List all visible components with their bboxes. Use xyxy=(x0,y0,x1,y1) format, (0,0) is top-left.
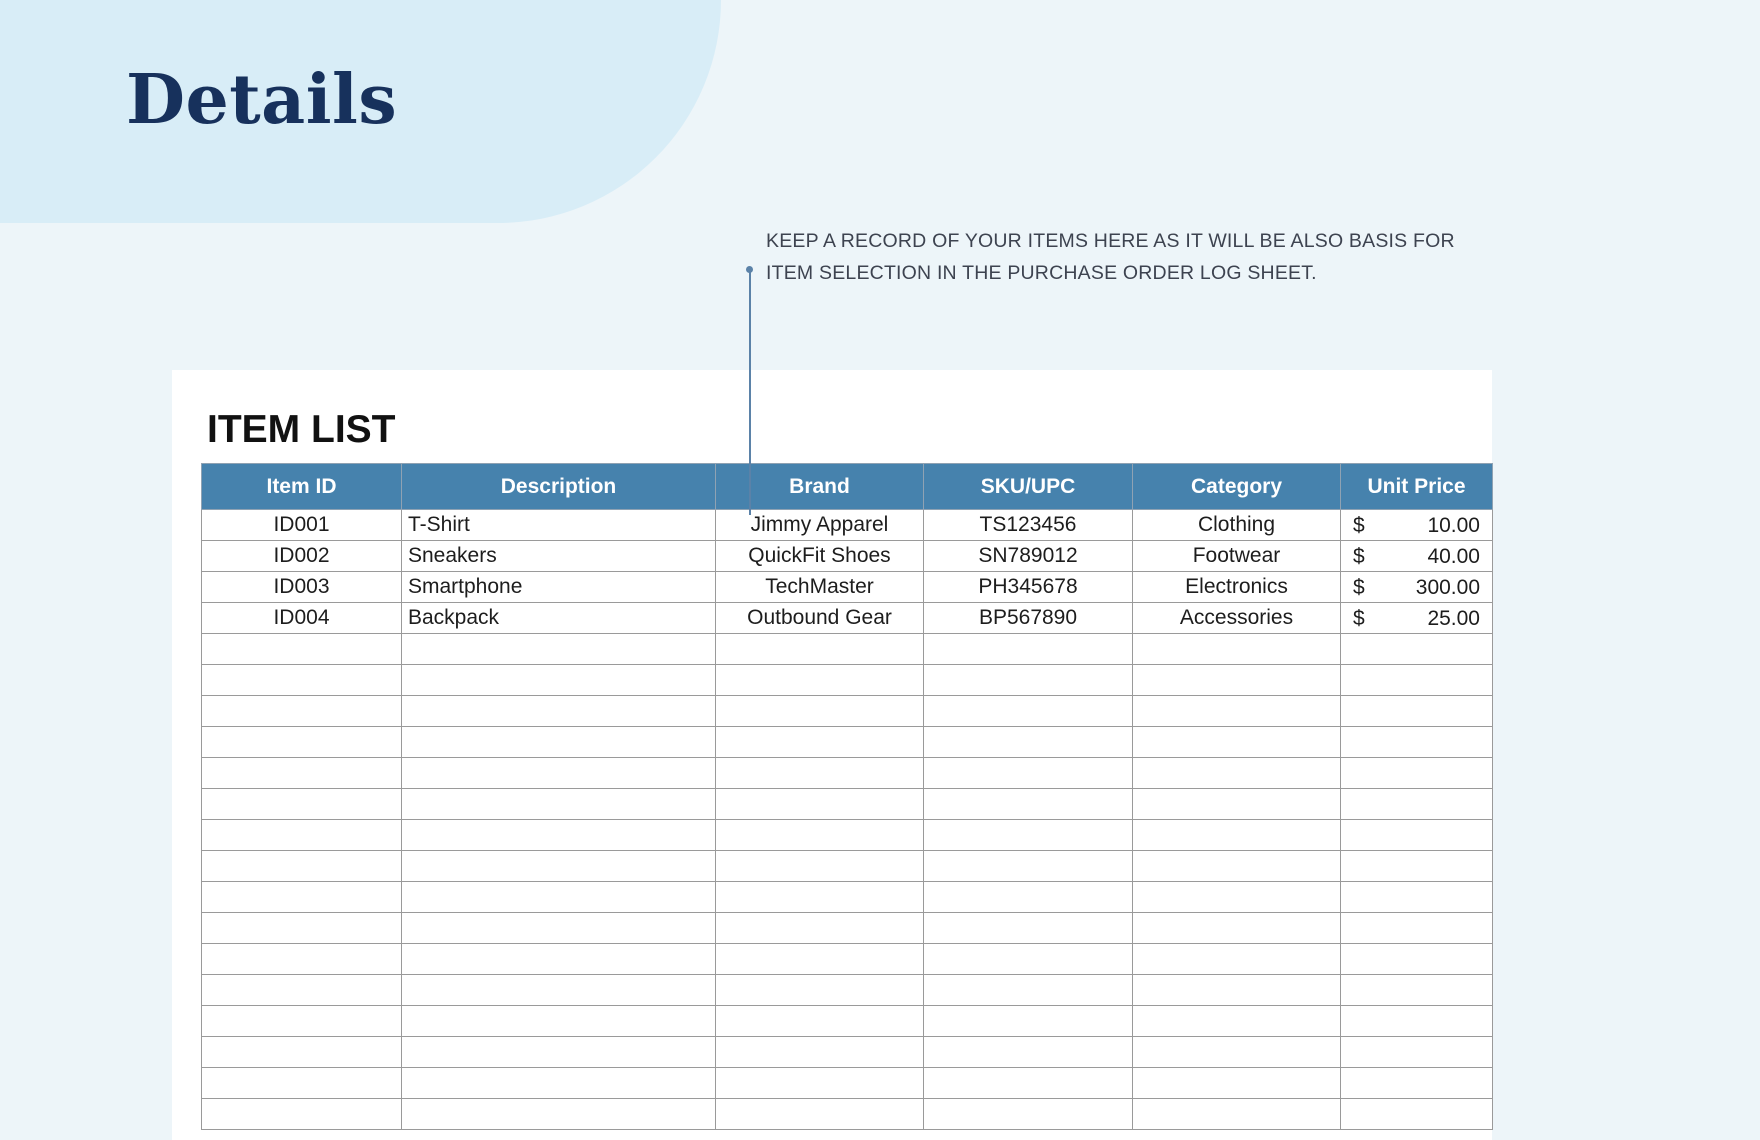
brand-cell[interactable]: Jimmy Apparel xyxy=(716,510,924,541)
category-cell[interactable]: Accessories xyxy=(1133,603,1341,634)
empty-cell[interactable] xyxy=(402,696,716,727)
empty-cell[interactable] xyxy=(924,1099,1133,1130)
empty-cell[interactable] xyxy=(1133,882,1341,913)
item-list-title: ITEM LIST xyxy=(207,408,396,451)
column-header-unit-price[interactable]: Unit Price xyxy=(1341,464,1493,510)
empty-cell[interactable] xyxy=(716,727,924,758)
table-row-empty xyxy=(202,1037,1493,1068)
empty-cell[interactable] xyxy=(202,975,402,1006)
description-cell[interactable]: Smartphone xyxy=(402,572,716,603)
table-row-empty xyxy=(202,851,1493,882)
description-cell[interactable]: T-Shirt xyxy=(402,510,716,541)
empty-cell[interactable] xyxy=(1133,944,1341,975)
item-id-cell[interactable]: ID002 xyxy=(202,541,402,572)
empty-cell[interactable] xyxy=(402,1006,716,1037)
empty-cell[interactable] xyxy=(402,820,716,851)
table-row-empty xyxy=(202,820,1493,851)
category-cell[interactable]: Electronics xyxy=(1133,572,1341,603)
empty-cell[interactable] xyxy=(402,634,716,665)
unit-price-amount: 10.00 xyxy=(1427,514,1480,537)
table-row-empty xyxy=(202,758,1493,789)
empty-cell[interactable] xyxy=(402,944,716,975)
item-list-table xyxy=(201,463,1493,1130)
empty-cell[interactable] xyxy=(202,1006,402,1037)
empty-cell[interactable] xyxy=(202,913,402,944)
empty-cell[interactable] xyxy=(402,727,716,758)
empty-cell[interactable] xyxy=(1341,789,1493,820)
brand-cell[interactable]: TechMaster xyxy=(716,572,924,603)
empty-cell[interactable] xyxy=(1133,727,1341,758)
empty-cell[interactable] xyxy=(402,665,716,696)
empty-cell[interactable] xyxy=(716,789,924,820)
empty-cell[interactable] xyxy=(716,1068,924,1099)
empty-cell[interactable] xyxy=(402,1037,716,1068)
empty-cell[interactable] xyxy=(716,975,924,1006)
page-title: Details xyxy=(126,60,398,140)
empty-cell[interactable] xyxy=(402,758,716,789)
empty-cell[interactable] xyxy=(716,851,924,882)
empty-cell[interactable] xyxy=(924,696,1133,727)
table-row-empty xyxy=(202,789,1493,820)
table-row-empty xyxy=(202,975,1493,1006)
sku-cell[interactable]: BP567890 xyxy=(924,603,1133,634)
empty-cell[interactable] xyxy=(1341,820,1493,851)
description-cell[interactable]: Sneakers xyxy=(402,541,716,572)
empty-cell[interactable] xyxy=(202,882,402,913)
empty-cell[interactable] xyxy=(1341,851,1493,882)
empty-cell[interactable] xyxy=(1133,1099,1341,1130)
table-row-empty xyxy=(202,882,1493,913)
empty-cell[interactable] xyxy=(1341,1099,1493,1130)
empty-cell[interactable] xyxy=(402,789,716,820)
sku-cell[interactable]: TS123456 xyxy=(924,510,1133,541)
empty-cell[interactable] xyxy=(924,789,1133,820)
empty-cell[interactable] xyxy=(1341,758,1493,789)
unit-price-cell[interactable] xyxy=(1341,510,1493,541)
empty-cell[interactable] xyxy=(402,1099,716,1130)
instruction-text: KEEP A RECORD OF YOUR ITEMS HERE AS IT WILL BE ALSO BASIS FOR ITEM SELECTION IN THE PURCHASE ORDER LOG SHEET. xyxy=(766,230,1455,284)
empty-cell[interactable] xyxy=(716,665,924,696)
category-cell[interactable]: Footwear xyxy=(1133,541,1341,572)
empty-cell[interactable] xyxy=(1133,696,1341,727)
empty-cell[interactable] xyxy=(202,1037,402,1068)
empty-cell[interactable] xyxy=(924,913,1133,944)
empty-cell[interactable] xyxy=(1133,789,1341,820)
empty-cell[interactable] xyxy=(924,882,1133,913)
currency-symbol: $ xyxy=(1353,545,1365,568)
column-header-brand[interactable]: Brand xyxy=(716,464,924,510)
sku-cell[interactable]: SN789012 xyxy=(924,541,1133,572)
empty-cell[interactable] xyxy=(202,944,402,975)
unit-price-cell[interactable] xyxy=(1341,572,1493,603)
empty-cell[interactable] xyxy=(202,727,402,758)
table-row-empty xyxy=(202,665,1493,696)
empty-cell[interactable] xyxy=(202,696,402,727)
empty-cell[interactable] xyxy=(924,1006,1133,1037)
column-header-sku-upc[interactable]: SKU/UPC xyxy=(924,464,1133,510)
empty-cell[interactable] xyxy=(1341,696,1493,727)
empty-cell[interactable] xyxy=(716,1037,924,1068)
empty-cell[interactable] xyxy=(1341,727,1493,758)
empty-cell[interactable] xyxy=(924,820,1133,851)
empty-cell[interactable] xyxy=(716,696,924,727)
column-header-description[interactable]: Description xyxy=(402,464,716,510)
item-id-cell[interactable]: ID004 xyxy=(202,603,402,634)
column-header-category[interactable]: Category xyxy=(1133,464,1341,510)
table-row xyxy=(202,572,1493,603)
currency-symbol: $ xyxy=(1353,576,1365,599)
table-row-empty xyxy=(202,913,1493,944)
table-row-empty xyxy=(202,696,1493,727)
empty-cell[interactable] xyxy=(1341,882,1493,913)
table-row-empty xyxy=(202,1006,1493,1037)
table-row-empty xyxy=(202,727,1493,758)
empty-cell[interactable] xyxy=(202,1099,402,1130)
empty-cell[interactable] xyxy=(1133,758,1341,789)
empty-cell[interactable] xyxy=(1341,1006,1493,1037)
empty-cell[interactable] xyxy=(1341,665,1493,696)
empty-cell[interactable] xyxy=(1133,975,1341,1006)
sku-cell[interactable]: PH345678 xyxy=(924,572,1133,603)
empty-cell[interactable] xyxy=(924,665,1133,696)
empty-cell[interactable] xyxy=(924,727,1133,758)
empty-cell[interactable] xyxy=(202,758,402,789)
table-row-empty xyxy=(202,1068,1493,1099)
unit-price-amount: 300.00 xyxy=(1415,576,1480,599)
empty-cell[interactable] xyxy=(1133,634,1341,665)
empty-cell[interactable] xyxy=(924,1037,1133,1068)
brand-cell[interactable]: QuickFit Shoes xyxy=(716,541,924,572)
empty-cell[interactable] xyxy=(1133,1006,1341,1037)
currency-symbol: $ xyxy=(1353,514,1365,537)
table-row xyxy=(202,510,1493,541)
empty-cell[interactable] xyxy=(924,975,1133,1006)
empty-cell[interactable] xyxy=(1133,820,1341,851)
empty-cell[interactable] xyxy=(1341,913,1493,944)
empty-cell[interactable] xyxy=(1133,665,1341,696)
empty-cell[interactable] xyxy=(924,944,1133,975)
table-row-empty xyxy=(202,1099,1493,1130)
empty-cell[interactable] xyxy=(716,913,924,944)
empty-cell[interactable] xyxy=(1341,1068,1493,1099)
empty-cell[interactable] xyxy=(202,1068,402,1099)
column-header-item-id[interactable]: Item ID xyxy=(202,464,402,510)
empty-cell[interactable] xyxy=(402,975,716,1006)
unit-price-amount: 25.00 xyxy=(1427,607,1480,630)
empty-cell[interactable] xyxy=(1133,851,1341,882)
empty-cell[interactable] xyxy=(716,758,924,789)
empty-cell[interactable] xyxy=(1341,634,1493,665)
empty-cell[interactable] xyxy=(402,1068,716,1099)
empty-cell[interactable] xyxy=(924,634,1133,665)
brand-cell[interactable]: Outbound Gear xyxy=(716,603,924,634)
empty-cell[interactable] xyxy=(1133,1037,1341,1068)
empty-cell[interactable] xyxy=(716,634,924,665)
category-cell[interactable]: Clothing xyxy=(1133,510,1341,541)
description-cell[interactable]: Backpack xyxy=(402,603,716,634)
empty-cell[interactable] xyxy=(924,1068,1133,1099)
table-row-empty xyxy=(202,634,1493,665)
empty-cell[interactable] xyxy=(716,882,924,913)
item-id-cell[interactable]: ID003 xyxy=(202,572,402,603)
empty-cell[interactable] xyxy=(1341,944,1493,975)
unit-price-amount: 40.00 xyxy=(1427,545,1480,568)
table-row xyxy=(202,541,1493,572)
empty-cell[interactable] xyxy=(924,851,1133,882)
empty-cell[interactable] xyxy=(1341,1037,1493,1068)
empty-cell[interactable] xyxy=(716,1099,924,1130)
empty-cell[interactable] xyxy=(202,820,402,851)
table-header-row xyxy=(202,464,1493,510)
empty-cell[interactable] xyxy=(202,634,402,665)
empty-cell[interactable] xyxy=(402,851,716,882)
table-row xyxy=(202,603,1493,634)
table-row-empty xyxy=(202,944,1493,975)
table-body xyxy=(202,510,1493,1130)
unit-price-cell[interactable] xyxy=(1341,603,1493,634)
empty-cell[interactable] xyxy=(402,882,716,913)
empty-cell[interactable] xyxy=(924,758,1133,789)
empty-cell[interactable] xyxy=(716,1006,924,1037)
empty-cell[interactable] xyxy=(716,820,924,851)
empty-cell[interactable] xyxy=(1133,1068,1341,1099)
empty-cell[interactable] xyxy=(1341,975,1493,1006)
unit-price-cell[interactable] xyxy=(1341,541,1493,572)
currency-symbol: $ xyxy=(1353,607,1365,630)
empty-cell[interactable] xyxy=(716,944,924,975)
callout-line xyxy=(749,270,751,515)
empty-cell[interactable] xyxy=(202,665,402,696)
empty-cell[interactable] xyxy=(202,789,402,820)
empty-cell[interactable] xyxy=(402,913,716,944)
empty-cell[interactable] xyxy=(202,851,402,882)
empty-cell[interactable] xyxy=(1133,913,1341,944)
item-id-cell[interactable]: ID001 xyxy=(202,510,402,541)
